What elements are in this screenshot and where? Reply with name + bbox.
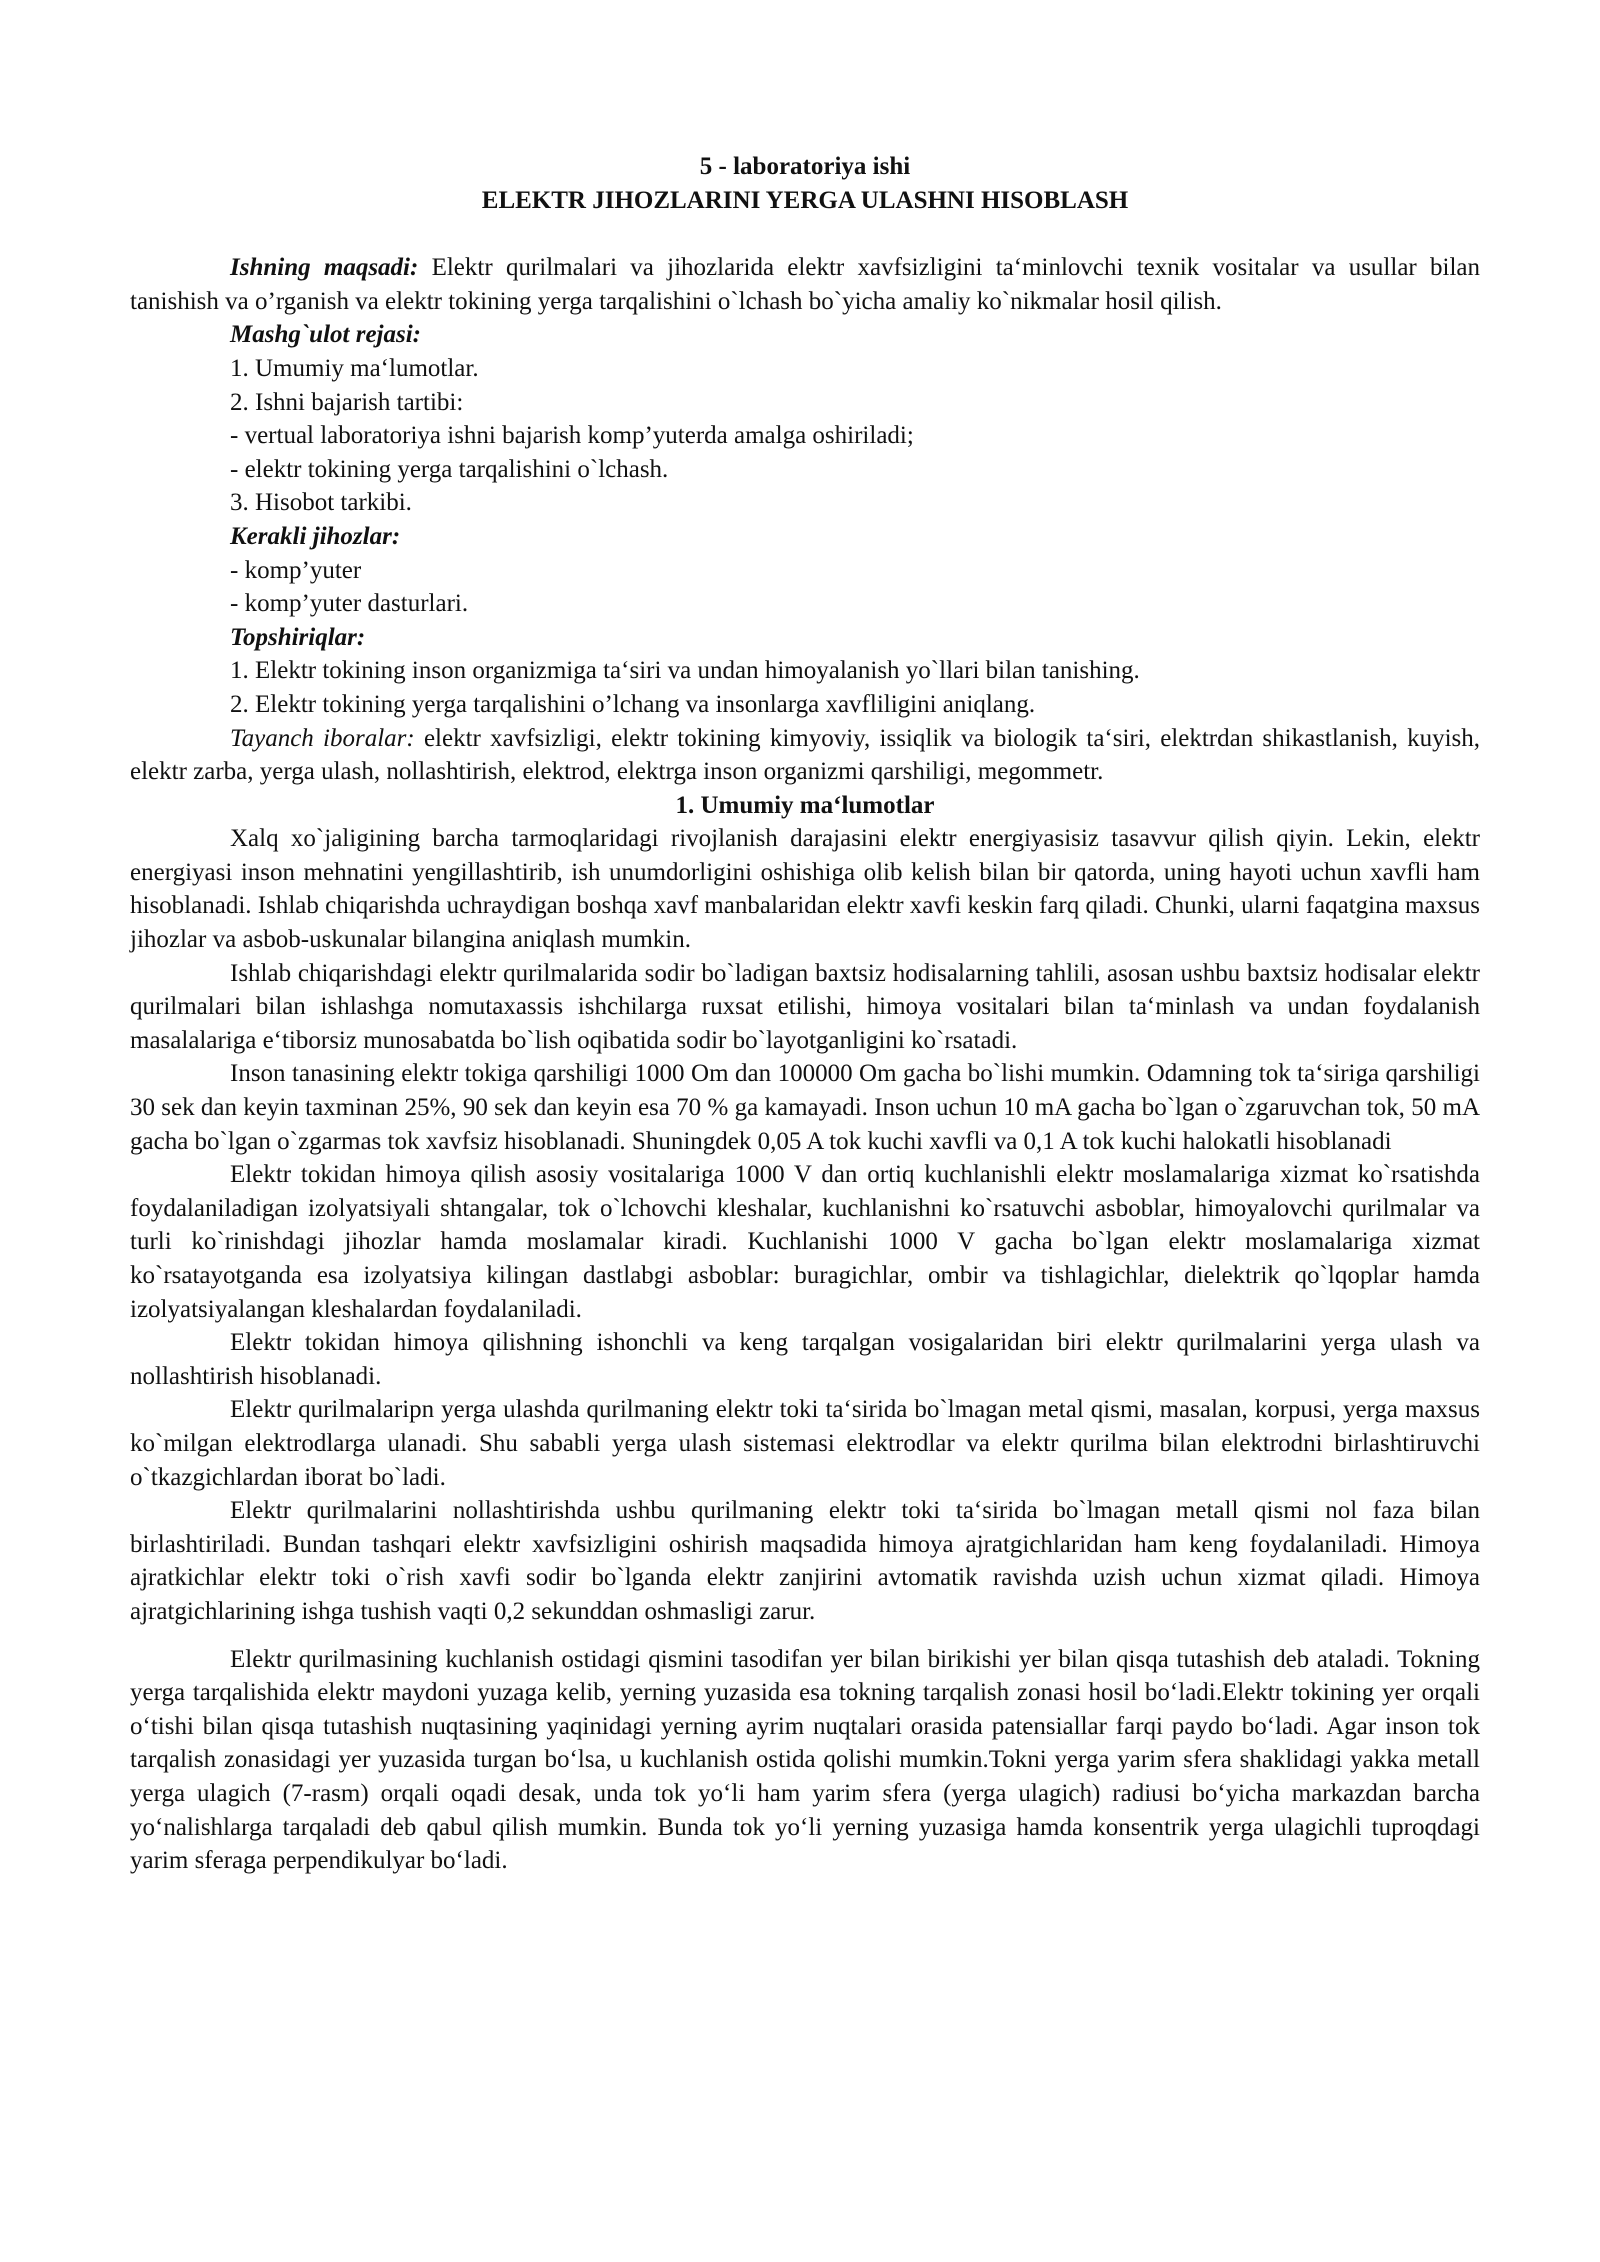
plan-item: 3. Hisobot tarkibi. [230, 489, 412, 517]
body-paragraph: Elektr qurilmalaripn yerga ulashda qurilmaning elektr toki ta‘sirida bo`lmagan metal qismi, masalan, korpusi, yerga maxsus ko`milgan elektrodlarga ulanadi. Shu sababli yerga ulash sistemasi elektrodlar va elektr qurilma bilan elektrodni birlashtiruvchi o`tkazgichlardan iborat bo`ladi. [130, 1396, 1480, 1491]
equipment-item: - komp’yuter dasturlari. [230, 590, 469, 618]
paragraph-gap [130, 1629, 1480, 1643]
keywords-label: Tayanch iboralar: [230, 724, 415, 752]
purpose-text: Elektr qurilmalari va jihozlarida elektr xavfsizligini ta‘minlovchi texnik vositalar va usullar bilan tanishish va o’rganish va elektr tokining yerga tarqalishini o`lchash bo`yicha amaliy ko`nikmalar hosil qilish. [130, 254, 1480, 315]
purpose-paragraph [130, 251, 1480, 318]
keywords-paragraph [130, 722, 1480, 789]
plan-item: - vertual laboratoriya ishni bajarish komp’yuterda amalga oshiriladi; [230, 422, 914, 450]
keywords-text: elektr xavfsizligi, elektr tokining kimyoviy, issiqlik va biologik ta‘siri, elektrdan shikastlanish, kuyish, elektr zarba, yerga ulash, nollashtirish, elektrod, elektrga inson organizmi qarshiligi, megommetr. [130, 724, 1480, 786]
tasks-label: Topshiriqlar: [230, 623, 366, 651]
equipment-label: Kerakli jihozlar: [230, 522, 401, 550]
section-title: 1. Umumiy ma‘lumotlar [675, 791, 935, 819]
plan-item: 2. Ishni bajarish tartibi: [230, 388, 464, 416]
document-title: ELEKTR JIHOZLARINI YERGA ULASHNI HISOBLASH [481, 186, 1129, 214]
body-paragraph: Ishlab chiqarishdagi elektr qurilmalarida sodir bo`ladigan baxtsiz hodisalarning tahlili, asosan ushbu baxtsiz hodisalar elektr qurilmalari bilan ishlashga nomutaxassis ishchilarga ruxsat etilishi, himoya vositalari bilan ta‘minlash va undan foydalanish masalalariga e‘tiborsiz munosabatda bo`lish oqibatida sodir bo`layotganligini ko`rsatadi. [130, 959, 1480, 1054]
body-paragraph-final: Elektr qurilmasining kuchlanish ostidagi qismini tasodifan yer bilan birikishi yer bilan qisqa tutashish deb ataladi. Tokning yerga tarqalishida elektr maydoni yuzaga kelib, yerning yuzasida esa tokning tarqalish zonasi hosil bo‘ladi.Elektr tokining yer orqali o‘tishi bilan qisqa tutashish nuqtasining yaqinidagi yerning ayrim nuqtalari orasida patensiallar farqi paydo bo‘ladi. Agar inson tok tarqalish zonasidagi yer yuzasida turgan bo‘lsa, u kuchlanish ostida qolishi mumkin.Tokni yerga yarim sfera shaklidagi yakka metall yerga ulagich (7-rasm) orqali oqadi desak, unda tok yo‘li ham yarim sfera (yerga ulagich) radiusi bo‘yicha markazdan barcha yo‘nalishlarga tarqaladi deb qabul qilish mumkin. Bunda tok yo‘li yerning yuzasiga hamda konsentrik yerga ulagichli tuproqdagi yarim sferaga perpendikulyar bo‘ladi. [130, 1645, 1480, 1875]
plan-item: 1. Umumiy ma‘lumotlar. [230, 354, 479, 382]
body-paragraph: Inson tanasining elektr tokiga qarshiligi 1000 Om dan 100000 Om gacha bo`lishi mumkin. Odamning tok ta‘siriga qarshiligi 30 sek dan keyin taxminan 25%, 90 sek dan keyin esa 70 % ga kamayadi. Inson uchun 10 mA gacha bo`lgan o`zgaruvchan tok, 50 mA gacha bo`lgan o`zgarmas tok xavfsiz hisoblanadi. Shuningdek 0,05 A tok kuchi xavfli va 0,1 A tok kuchi halokatli hisoblanadi [130, 1060, 1480, 1155]
body-paragraph: Elektr tokidan himoya qilishning ishonchli va keng tarqalgan vosigalaridan biri elektr qurilmalarini yerga ulash va nollashtirish hisoblanadi. [130, 1329, 1480, 1390]
document-page [130, 150, 1480, 1878]
body-paragraph: Xalq xo`jaligining barcha tarmoqlaridagi rivojlanish darajasini elektr energiyasisiz tasavvur qilish qiyin. Lekin, elektr energiyasi inson mehnatini yengillashtirib, ish unumdorligini oshishiga olib kelish bilan bir qatorda, uning hayoti uchun xavfli ham hisoblanadi. Ishlab chiqarishda uchraydigan boshqa xavf manbalaridan elektr xavfi keskin farq qiladi. Chunki, ularni faqatgina maxsus jihozlar va asbob-uskunalar bilangina aniqlash mumkin. [130, 825, 1480, 954]
plan-item: - elektr tokining yerga tarqalishini o`lchash. [230, 455, 669, 483]
equipment-item: - komp’yuter [230, 556, 362, 584]
task-item: 2. Elektr tokining yerga tarqalishini o’lchang va insonlarga xavfliligini aniqlang. [230, 690, 1036, 718]
body-paragraph: Elektr tokidan himoya qilish asosiy vositalariga 1000 V dan ortiq kuchlanishli elektr moslamalariga xizmat ko`rsatishda foydalaniladigan izolyatsiyali shtangalar, tok o`lchovchi kleshalar, kuchlanishni ko`rsatuvchi asboblar, himoyalovchi qurilmalar va turli ko`rinishdagi jihozlar hamda moslamalar kiradi. Kuchlanishi 1000 V gacha bo`lgan elektr moslamalariga xizmat ko`rsatayotganda esa izolyatsiya kilingan dastlabgi asboblar: buragichlar, ombir va tishlagichlar, dielektrik qo`lqoplar hamda izolyatsiyalangan kleshalardan foydalaniladi. [130, 1161, 1480, 1323]
purpose-label: Ishning maqsadi: [230, 254, 419, 282]
body-paragraph: Elektr qurilmalarini nollashtirishda ushbu qurilmaning elektr toki ta‘sirida bo`lmagan metall qismi nol faza bilan birlashtiriladi. Bundan tashqari elektr xavfsizligini oshirish maqsadida himoya ajratgichlaridan ham keng foydalaniladi. Himoya ajratkichlar elektr toki o`rish xavfi sodir bo`lganda elektr zanjirini avtomatik ravishda uzish uchun xizmat qiladi. Himoya ajratgichlarining ishga tushish vaqti 0,2 sekunddan oshmasligi zarur. [130, 1497, 1480, 1625]
lab-number: 5 - laboratoriya ishi [699, 153, 911, 180]
task-item: 1. Elektr tokining inson organizmiga ta‘siri va undan himoyalanish yo`llari bilan tanishing. [230, 657, 1140, 685]
plan-label: Mashg`ulot rejasi: [230, 321, 422, 349]
